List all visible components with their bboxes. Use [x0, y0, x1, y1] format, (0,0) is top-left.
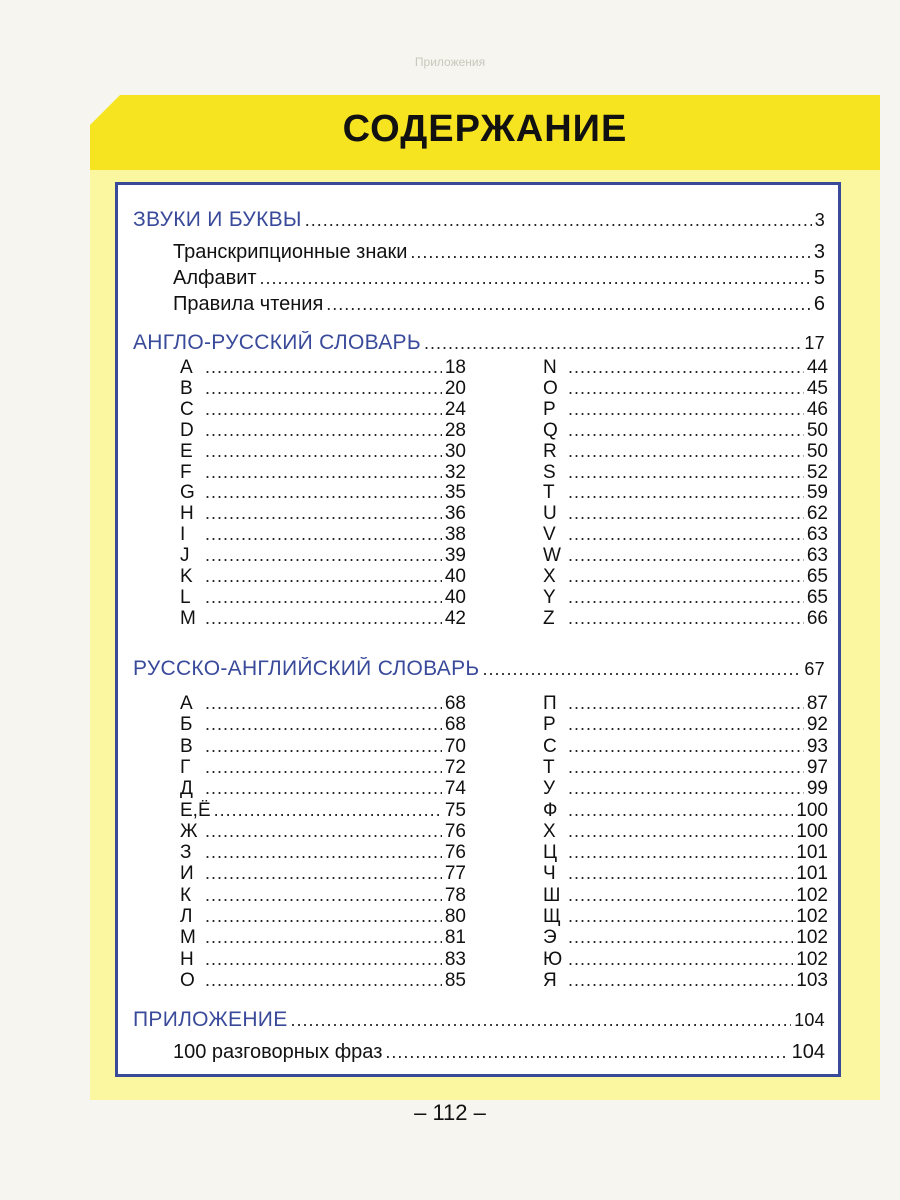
letter-label: К [180, 884, 192, 906]
letter-page: 78 [444, 884, 466, 906]
toc-letter-entry[interactable] [180, 736, 466, 758]
toc-letter-entry[interactable] [543, 693, 828, 715]
toc-letter-entry[interactable] [543, 357, 828, 379]
toc-letter-entry[interactable] [543, 524, 828, 546]
dot-leader [205, 378, 442, 399]
toc-letter-entry[interactable] [180, 757, 466, 779]
letter-page: 20 [444, 377, 466, 399]
running-head: Приложения [414, 55, 486, 69]
letter-label: H [180, 503, 194, 525]
letter-page: 102 [796, 884, 828, 906]
dot-leader [568, 399, 804, 420]
dot-leader [205, 482, 442, 503]
letter-label: И [180, 863, 194, 885]
dot-leader [205, 524, 442, 545]
toc-letter-entry[interactable] [543, 399, 828, 421]
section-page: 3 [814, 210, 825, 230]
letter-page: 66 [806, 607, 828, 629]
toc-letter-entry[interactable] [180, 693, 466, 715]
toc-letter-entry[interactable] [180, 378, 466, 400]
letter-page: 36 [444, 503, 466, 525]
letter-page: 102 [796, 906, 828, 927]
toc-letter-entry[interactable] [180, 863, 466, 885]
letter-page: 101 [796, 863, 828, 885]
dot-leader [568, 757, 804, 778]
toc-letter-entry[interactable] [543, 757, 828, 779]
letter-label: Ш [543, 884, 561, 906]
letter-label: М [180, 927, 196, 949]
letter-label: J [180, 545, 190, 567]
letter-label: Г [180, 756, 191, 778]
letter-label: Э [543, 927, 557, 949]
dot-leader [568, 524, 804, 545]
toc-letter-entry[interactable] [543, 842, 828, 864]
letter-page: 24 [444, 398, 466, 420]
letter-label: Ж [180, 820, 198, 842]
letter-label: Н [180, 948, 194, 970]
letter-label: Y [543, 586, 556, 608]
letter-page: 75 [444, 799, 466, 821]
toc-letter-entry[interactable] [180, 949, 466, 971]
letter-label: B [180, 377, 193, 399]
letter-label: I [180, 524, 186, 546]
letter-page: 68 [444, 693, 466, 714]
letter-page: 100 [796, 799, 828, 821]
dot-leader [205, 863, 442, 884]
letter-page: 92 [806, 714, 828, 736]
dot-leader [568, 863, 793, 884]
letter-label: P [543, 398, 556, 420]
toc-letter-entry[interactable] [180, 927, 466, 949]
dot-leader [205, 736, 442, 757]
letter-page: 68 [444, 714, 466, 736]
letter-label: Х [543, 820, 556, 842]
dot-leader [205, 441, 442, 462]
letter-label: R [543, 440, 557, 462]
letter-page: 72 [444, 756, 466, 778]
letter-label: G [180, 482, 195, 504]
toc-letter-entry[interactable] [180, 587, 466, 609]
toc-letter-entry[interactable] [180, 357, 466, 379]
letter-label: O [543, 377, 558, 399]
toc-letter-entry[interactable] [543, 378, 828, 400]
dot-leader [205, 778, 442, 799]
letter-page: 100 [796, 820, 828, 842]
letter-label: А [180, 693, 193, 714]
dot-leader [205, 927, 442, 948]
letter-page: 45 [806, 377, 828, 399]
letter-label: A [180, 357, 193, 378]
letter-label: Щ [543, 906, 561, 927]
letter-page: 103 [796, 969, 828, 991]
dot-leader [205, 906, 442, 927]
dot-leader [205, 399, 442, 420]
letter-page: 102 [796, 927, 828, 949]
letter-page: 101 [796, 842, 828, 864]
letter-page: 63 [806, 524, 828, 546]
dot-leader [568, 906, 793, 927]
dot-leader [568, 693, 804, 714]
toc-letter-entry[interactable] [543, 503, 828, 525]
letter-page: 62 [806, 503, 828, 525]
toc-letter-entry[interactable] [543, 821, 828, 843]
letter-label: Д [180, 778, 193, 800]
toc-letter-entry[interactable] [180, 441, 466, 463]
toc-letter-entry[interactable] [543, 482, 828, 504]
letter-page: 99 [806, 778, 828, 800]
toc-letter-entry[interactable] [543, 587, 828, 609]
letter-page: 40 [444, 566, 466, 587]
letter-page: 85 [444, 969, 466, 991]
dot-leader [568, 885, 793, 906]
toc-letter-entry[interactable] [180, 524, 466, 546]
toc-sub-phrases[interactable]: 100 разговорных фраз ..... 104 [173, 1041, 825, 1064]
toc-letter-entry[interactable] [180, 482, 466, 504]
dot-leader [568, 462, 804, 483]
letter-label: Q [543, 419, 558, 441]
letter-page: 18 [444, 357, 466, 378]
dot-leader [568, 420, 804, 441]
toc-section-russian-english[interactable]: РУССКО-АНГЛИЙСКИЙ СЛОВАРЬ ..... 67 [133, 657, 825, 681]
dot-leader [568, 778, 804, 799]
toc-letter-entry[interactable] [180, 800, 466, 822]
letter-label: M [180, 607, 196, 629]
dot-leader [568, 927, 793, 948]
letter-page: 76 [444, 842, 466, 864]
letter-page: 50 [806, 440, 828, 462]
toc-letter-entry[interactable] [543, 420, 828, 442]
letter-page: 50 [806, 419, 828, 441]
letter-page: 80 [444, 906, 466, 927]
letter-label: Р [543, 714, 556, 736]
dot-leader [214, 800, 442, 821]
letter-label: S [543, 461, 556, 483]
toc-letter-entry[interactable] [543, 800, 828, 822]
letter-page: 65 [806, 586, 828, 608]
page-number: – 112 – [414, 1100, 486, 1125]
dot-leader [205, 821, 442, 842]
letter-label: П [543, 693, 557, 714]
letter-page: 35 [444, 482, 466, 504]
dot-leader [568, 378, 804, 399]
letter-page: 30 [444, 440, 466, 462]
toc-letter-entry[interactable] [543, 863, 828, 885]
dot-leader [568, 714, 804, 735]
toc-letter-entry[interactable] [180, 545, 466, 567]
toc-sub-reading-rules[interactable]: Правила чтения ..... 6 [173, 293, 825, 316]
dot-leader [568, 608, 804, 629]
dot-leader [568, 736, 804, 757]
dot-leader [205, 885, 442, 906]
letter-label: N [543, 357, 557, 378]
dot-leader [568, 503, 804, 524]
letter-label: Z [543, 607, 555, 629]
section-label: ЗВУКИ И БУКВЫ [133, 208, 302, 231]
toc-letter-entry[interactable] [543, 736, 828, 758]
letter-page: 74 [444, 778, 466, 800]
toc-sub-transcription[interactable]: Транскрипционные знаки ..... 3 [173, 241, 825, 264]
toc-letter-entry[interactable] [180, 462, 466, 484]
dot-leader [205, 566, 442, 587]
letter-label: З [180, 842, 192, 864]
letter-page: 97 [806, 756, 828, 778]
toc-letter-entry[interactable] [180, 399, 466, 421]
toc-section-appendix[interactable]: ПРИЛОЖЕНИЕ ..... 104 [133, 1008, 825, 1032]
dot-leader [568, 441, 804, 462]
dot-leader [205, 970, 442, 991]
dot-leader [568, 949, 793, 970]
letter-label: C [180, 398, 194, 420]
letter-label: E [180, 440, 193, 462]
letter-label: W [543, 545, 561, 567]
toc-letter-entry[interactable] [543, 970, 828, 992]
letter-page: 44 [806, 357, 828, 378]
letter-label: О [180, 969, 195, 991]
dot-leader [568, 357, 804, 378]
dot-leader [205, 949, 442, 970]
dot-leader [568, 970, 793, 991]
letter-page: 59 [806, 482, 828, 504]
dot-leader [205, 842, 442, 863]
toc-letter-entry[interactable] [180, 821, 466, 843]
toc-section-english-russian[interactable]: АНГЛО-РУССКИЙ СЛОВАРЬ ..... 17 [133, 331, 825, 355]
letter-label: K [180, 566, 193, 587]
letter-label: V [543, 524, 556, 546]
dot-leader [568, 842, 793, 863]
letter-label: Ю [543, 948, 563, 970]
letter-page: 46 [806, 398, 828, 420]
letter-page: 81 [444, 927, 466, 949]
letter-label: Т [543, 756, 555, 778]
dot-leader [205, 608, 442, 629]
toc-letter-entry[interactable] [180, 778, 466, 800]
toc-letter-entry[interactable] [180, 503, 466, 525]
letter-label: Л [180, 906, 193, 927]
toc-letter-entry[interactable] [543, 927, 828, 949]
letter-page: 87 [806, 693, 828, 714]
dot-leader [305, 210, 812, 231]
letter-label: T [543, 482, 555, 504]
letter-page: 38 [444, 524, 466, 546]
dot-leader [568, 587, 804, 608]
letter-page: 40 [444, 586, 466, 608]
toc-letter-entry[interactable] [180, 566, 466, 588]
toc-letter-entry[interactable] [543, 885, 828, 907]
dot-leader [205, 503, 442, 524]
toc-sub-alphabet[interactable]: Алфавит ..... 5 [173, 267, 825, 290]
letter-label: Е,Ё [180, 799, 211, 821]
dot-leader [205, 714, 442, 735]
dot-leader [568, 800, 793, 821]
letter-label: U [543, 503, 557, 525]
dot-leader [205, 757, 442, 778]
letter-label: С [543, 735, 557, 757]
toc-letter-entry[interactable] [543, 714, 828, 736]
toc-letter-entry[interactable] [543, 906, 828, 928]
dot-leader [568, 545, 804, 566]
toc-letter-entry[interactable] [180, 970, 466, 992]
dot-leader [205, 545, 442, 566]
toc-letter-entry[interactable] [180, 842, 466, 864]
toc-letter-entry[interactable] [180, 420, 466, 442]
letter-label: Я [543, 969, 557, 991]
letter-label: L [180, 586, 191, 608]
letter-page: 42 [444, 607, 466, 629]
letter-page: 32 [444, 461, 466, 483]
letter-label: X [543, 566, 556, 587]
toc-letter-entry[interactable] [180, 608, 466, 630]
letter-label: F [180, 461, 192, 483]
letter-page: 28 [444, 419, 466, 441]
toc-letter-entry[interactable] [180, 885, 466, 907]
letter-label: В [180, 735, 193, 757]
letter-label: У [543, 778, 556, 800]
toc-letter-entry[interactable] [543, 949, 828, 971]
letter-page: 76 [444, 820, 466, 842]
letter-page: 70 [444, 735, 466, 757]
letter-label: D [180, 419, 194, 441]
toc-letter-entry[interactable] [180, 714, 466, 736]
toc-letter-entry[interactable] [543, 566, 828, 588]
page-title: СОДЕРЖАНИЕ [342, 108, 628, 150]
letter-page: 52 [806, 461, 828, 483]
toc-letter-entry[interactable] [543, 441, 828, 463]
letter-page: 77 [444, 863, 466, 885]
dot-leader [205, 587, 442, 608]
letter-page: 63 [806, 545, 828, 567]
letter-label: Ч [543, 863, 556, 885]
toc-section-sounds[interactable] [133, 208, 825, 232]
toc-letter-entry[interactable] [543, 462, 828, 484]
toc-letter-entry[interactable] [180, 906, 466, 928]
dot-leader [568, 821, 793, 842]
letter-label: Б [180, 714, 193, 736]
letter-page: 102 [796, 948, 828, 970]
toc-letter-entry[interactable] [543, 608, 828, 630]
letter-page: 93 [806, 735, 828, 757]
letter-page: 65 [806, 566, 828, 587]
letter-page: 83 [444, 948, 466, 970]
dot-leader [205, 462, 442, 483]
dot-leader [205, 420, 442, 441]
dot-leader [568, 566, 804, 587]
dot-leader [205, 693, 442, 714]
letter-label: Ц [543, 842, 558, 864]
dot-leader [568, 482, 804, 503]
dot-leader [205, 357, 442, 378]
toc-letter-entry[interactable] [543, 778, 828, 800]
letter-page: 39 [444, 545, 466, 567]
toc-letter-entry[interactable] [543, 545, 828, 567]
letter-label: Ф [543, 799, 558, 821]
